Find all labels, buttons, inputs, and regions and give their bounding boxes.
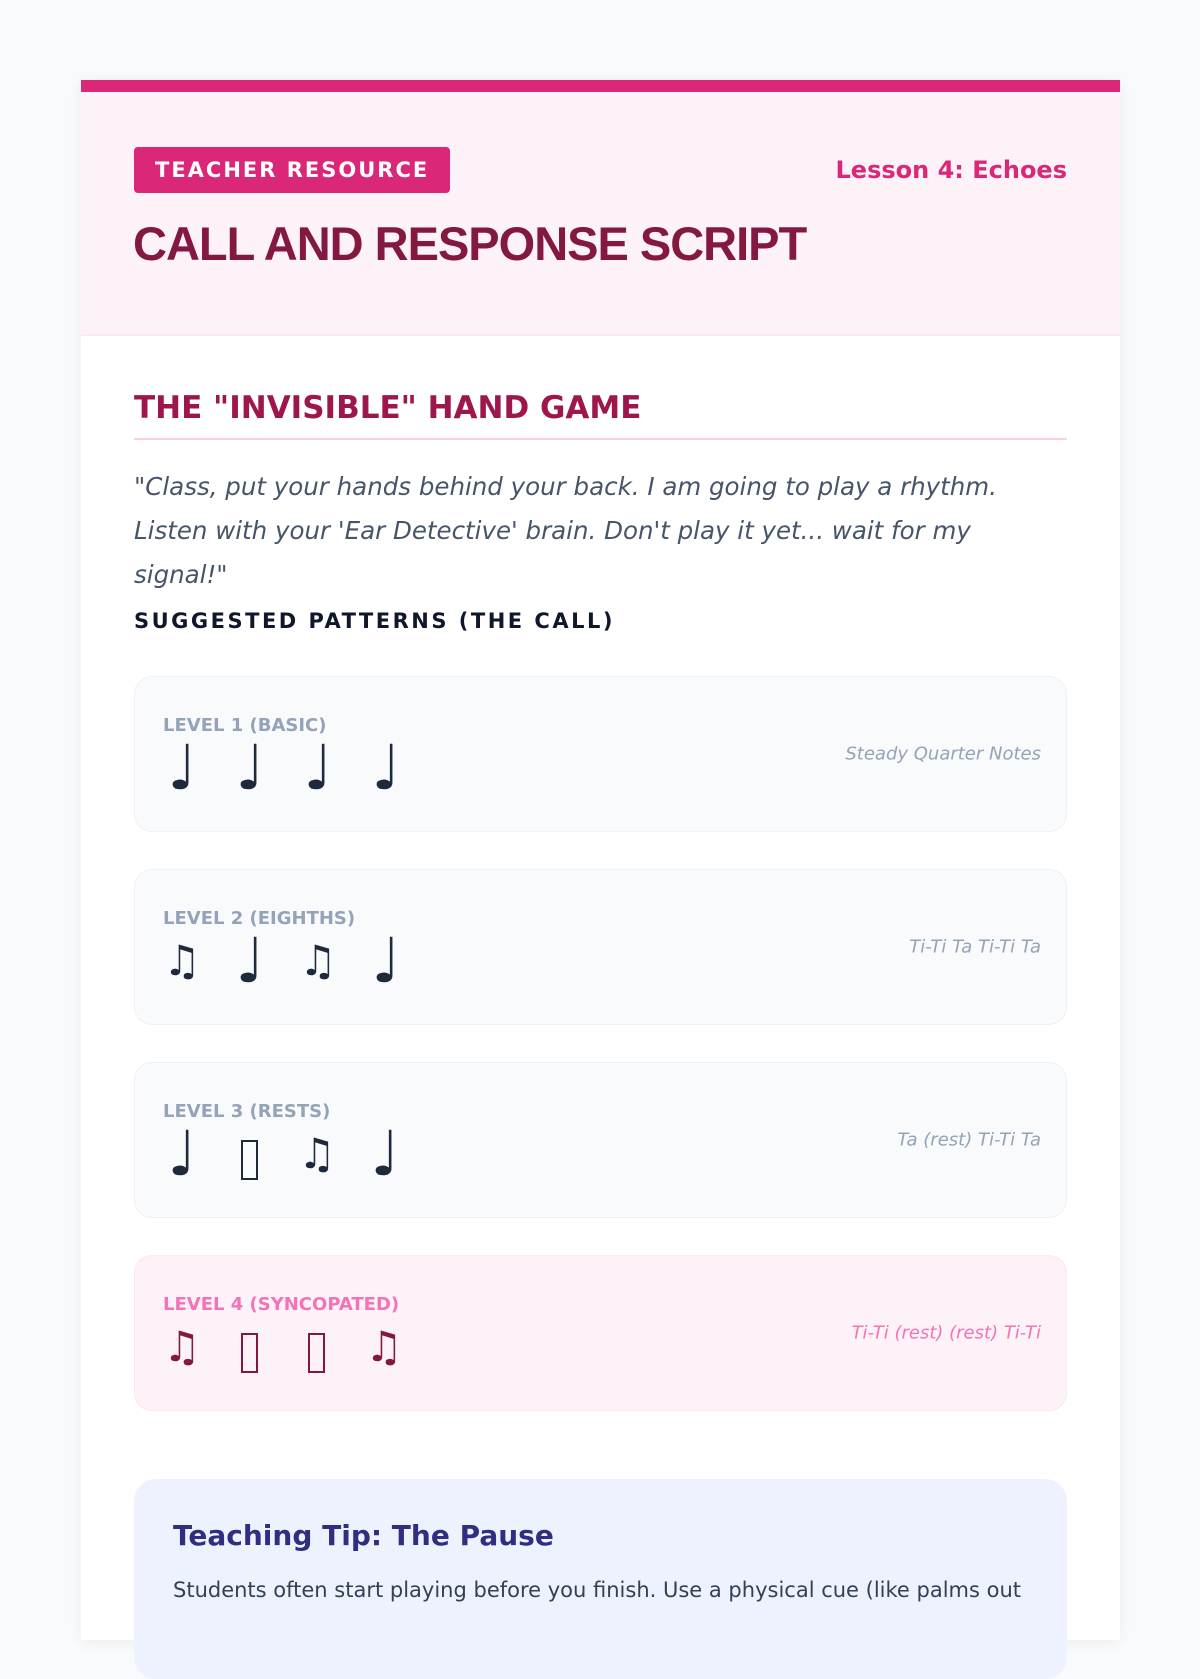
page-title: CALL AND RESPONSE SCRIPT xyxy=(133,217,807,270)
quarter-note-icon: ♩ xyxy=(235,731,265,804)
pattern-card xyxy=(134,1255,1067,1411)
quarter-note-icon: ♩ xyxy=(235,924,265,997)
rhythm-notation xyxy=(160,926,408,996)
rhythm-syllables: Ti-Ti Ta Ti-Ti Ta xyxy=(909,936,1041,958)
teacher-resource-badge: TEACHER RESOURCE xyxy=(134,147,450,193)
eighth-notes-icon: ♫ xyxy=(299,936,337,985)
pattern-level: LEVEL 1 (BASIC) xyxy=(163,715,327,736)
eighth-notes-icon: ♫ xyxy=(365,1322,403,1371)
resource-card xyxy=(81,80,1120,1640)
quarter-note-icon: ♩ xyxy=(167,1117,197,1190)
pattern-card xyxy=(134,1062,1067,1218)
rhythm-notation xyxy=(160,1312,406,1382)
rhythm-notation xyxy=(160,733,408,803)
quarter-note-icon: ♩ xyxy=(370,1117,400,1190)
rhythm-syllables: Steady Quarter Notes xyxy=(845,743,1041,765)
pattern-level: LEVEL 3 (RESTS) xyxy=(163,1101,331,1122)
rhythm-notation xyxy=(160,1119,407,1189)
section-heading: THE "INVISIBLE" HAND GAME xyxy=(134,390,1067,440)
pattern-level: LEVEL 4 (SYNCOPATED) xyxy=(163,1294,400,1315)
quarter-note-icon: ♩ xyxy=(371,731,401,804)
teaching-tip xyxy=(134,1479,1067,1679)
eighth-notes-icon: ♫ xyxy=(298,1129,336,1178)
patterns-heading: SUGGESTED PATTERNS (THE CALL) xyxy=(134,609,615,633)
quarter-note-icon: ♩ xyxy=(167,731,197,804)
rest-symbol-icon xyxy=(241,1140,258,1180)
teacher-script: "Class, put your hands behind your back. I am going to play a rhythm. Listen with your 'Ear Detective' brain. Don't play it yet... wait for my signal!" xyxy=(134,472,997,589)
rest-symbol-icon xyxy=(308,1333,325,1373)
eighth-notes-icon: ♫ xyxy=(163,1322,201,1371)
tip-title: Teaching Tip: The Pause xyxy=(173,1519,554,1552)
quarter-note-icon: ♩ xyxy=(303,731,333,804)
tip-body: Students often start playing before you finish. Use a physical cue (like palms out xyxy=(173,1578,1022,1602)
card-header xyxy=(81,92,1120,336)
pattern-card xyxy=(134,676,1067,832)
pattern-card xyxy=(134,869,1067,1025)
quarter-note-icon: ♩ xyxy=(371,924,401,997)
rhythm-syllables: Ti-Ti (rest) (rest) Ti-Ti xyxy=(851,1322,1041,1344)
rest-symbol-icon xyxy=(241,1333,258,1373)
pattern-level: LEVEL 2 (EIGHTHS) xyxy=(163,908,356,929)
rhythm-syllables: Ta (rest) Ti-Ti Ta xyxy=(897,1129,1041,1151)
eighth-notes-icon: ♫ xyxy=(163,936,201,985)
lesson-label: Lesson 4: Echoes xyxy=(835,156,1067,184)
